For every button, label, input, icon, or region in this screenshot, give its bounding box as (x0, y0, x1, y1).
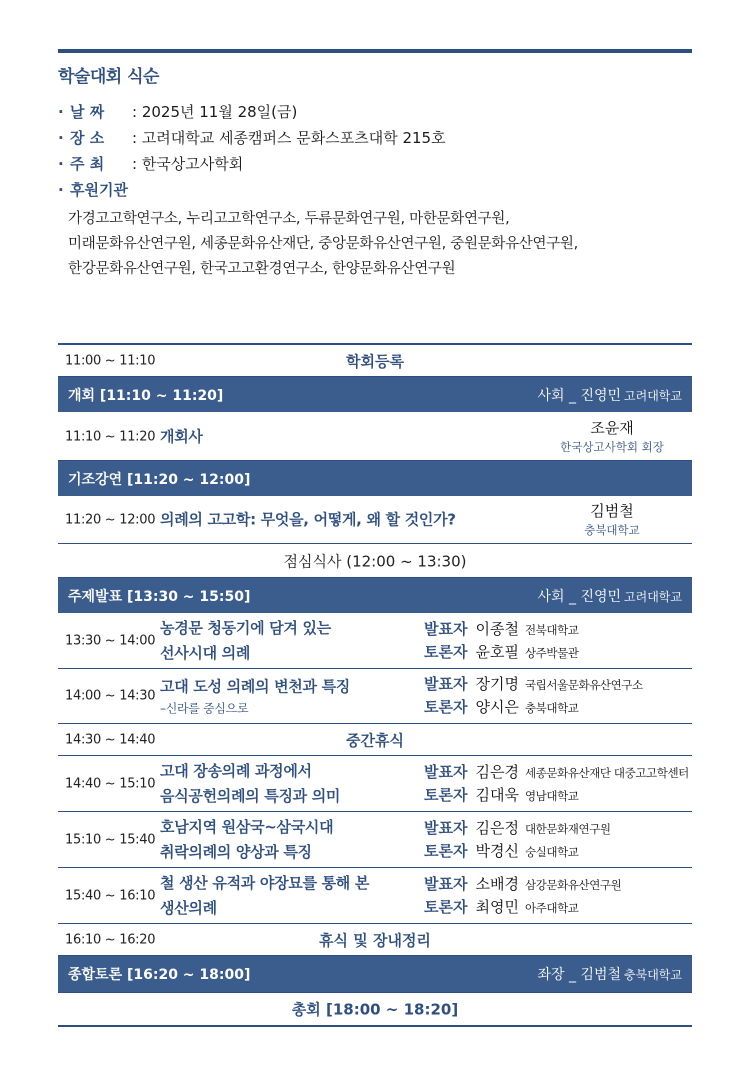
discussant-name: 최영민 (475, 897, 519, 916)
session-band (58, 578, 692, 614)
mc-label: 사회 _ 진영민 (537, 387, 622, 404)
presenter-role: 발표자 (424, 818, 468, 837)
presenter-name: 소배경 (475, 874, 519, 893)
presenter-role: 발표자 (424, 675, 468, 693)
talk-title-line: 철 생산 유적과 야장묘를 통해 본 (160, 873, 370, 892)
talk-row (58, 756, 692, 812)
general-meeting-label: 총회 [18:00 ~ 18:20] (291, 1000, 459, 1019)
presenter (424, 673, 643, 696)
participants (424, 673, 643, 719)
talk-title (160, 815, 333, 865)
presenter-org: 국립서울문화유산연구소 (524, 678, 643, 692)
chair-label: 좌장 _ 김범철 (537, 967, 622, 983)
time: 14:00 ~ 14:30 (65, 688, 156, 704)
time: 14:30 ~ 14:40 (65, 732, 156, 747)
registration-label: 학회등록 (346, 352, 404, 370)
presenter-org: 대한문화재연구원 (524, 821, 611, 836)
time: 15:10 ~ 15:40 (65, 832, 156, 847)
sponsor-line: 가경고고학연구소, 누리고고학연구소, 두류문화연구원, 마한문화연구원, (68, 211, 510, 227)
discussant (424, 896, 621, 919)
discussant-org: 숭실대학교 (524, 844, 579, 859)
discussant-org: 아주대학교 (524, 900, 579, 915)
sponsor-row (58, 179, 698, 205)
lunch-row (58, 544, 692, 578)
opening-title: 개회 [11:10 ~ 11:20] (68, 387, 224, 404)
date-label: 날 짜 (70, 103, 105, 121)
place-value: : 고려대학교 세종캠퍼스 문화스포츠대학 215호 (132, 129, 446, 147)
sponsor-label: 후원기관 (70, 181, 128, 199)
discussant-org: 충북대학교 (524, 701, 579, 715)
presenter-name: 장기명 (475, 675, 519, 693)
presenter (424, 873, 621, 896)
talk-title-line: 생산의례 (160, 898, 217, 917)
time: 16:10 ~ 16:20 (65, 932, 156, 947)
discussant (424, 641, 579, 664)
participants (424, 618, 579, 664)
discussion-band (58, 956, 692, 993)
discussant-role: 토론자 (424, 841, 468, 860)
mc-affiliation: 고려대학교 (624, 388, 682, 403)
discussant (424, 840, 611, 863)
opening-band (58, 377, 692, 413)
speaker (532, 418, 692, 456)
date-value: : 2025년 11월 28일(금) (132, 103, 298, 121)
discussant-role: 토론자 (424, 785, 468, 804)
mc-label: 사회 _ 진영민 (537, 588, 622, 605)
presenter-name: 김은경 (475, 762, 519, 781)
discussant-role: 토론자 (424, 698, 468, 716)
participants (424, 817, 611, 863)
place-row (58, 127, 698, 153)
speaker-name: 조윤재 (590, 418, 634, 437)
presenter-org: 세종문화유산재단 대중고고학센터 (524, 765, 689, 780)
speaker-org: 한국상고사학회 회장 (560, 439, 664, 454)
participants (424, 761, 689, 807)
discussant-role: 토론자 (424, 643, 468, 661)
time: 13:30 ~ 14:00 (65, 633, 156, 649)
event-info (58, 101, 698, 282)
talk-title (160, 871, 369, 921)
keynote-band-title: 기조강연 [11:20 ~ 12:00] (68, 471, 251, 488)
talk-title-line: 취락의례의 양상과 특징 (160, 842, 312, 861)
break-label: 휴식 및 장내정리 (319, 931, 431, 949)
discussant-name: 박경신 (475, 841, 519, 860)
general-meeting-row (58, 993, 692, 1027)
opening-speech-row (58, 413, 692, 461)
talk-title (160, 675, 350, 718)
talk-title-line: 선사시대 의례 (160, 644, 251, 662)
discussion-title: 종합토론 [16:20 ~ 18:00] (68, 967, 251, 983)
presenter-org: 전북대학교 (524, 623, 579, 637)
opening-speech-title: 개회사 (160, 427, 203, 445)
bullet: · (58, 129, 64, 147)
break-row (58, 924, 692, 956)
host-row (58, 153, 698, 179)
presenter-org: 삼강문화유산연구원 (524, 877, 622, 892)
talk-subtitle: –신라를 중심으로 (160, 701, 249, 716)
talk-row (58, 614, 692, 669)
place-label: 장 소 (70, 129, 105, 147)
session-title: 주제발표 [13:30 ~ 15:50] (68, 588, 251, 605)
page-title: 학술대회 식순 (58, 67, 159, 87)
talk-title-line: 호남지역 원삼국~삼국시대 (160, 817, 334, 836)
talk-title (160, 616, 331, 666)
time: 11:00 ~ 11:10 (65, 353, 156, 368)
presenter (424, 817, 611, 840)
break-label: 중간휴식 (346, 731, 404, 749)
speaker-org: 충북대학교 (584, 523, 640, 537)
speaker-name: 김범철 (590, 502, 634, 520)
sponsor-line: 미래문화유산연구원, 세종문화유산재단, 중앙문화유산연구원, 중원문화유산연구원, (68, 236, 578, 252)
presenter-role: 발표자 (424, 620, 468, 638)
presenter-role: 발표자 (424, 874, 468, 893)
presenter-name: 이종철 (475, 620, 519, 638)
mc-affiliation: 고려대학교 (624, 589, 682, 604)
discussant (424, 696, 643, 719)
keynote-row (58, 497, 692, 544)
talk-title-line: 음식공헌의례의 특징과 의미 (160, 786, 341, 805)
sponsor-list (58, 207, 698, 282)
talk-row (58, 812, 692, 868)
speaker (532, 501, 692, 539)
time: 15:40 ~ 16:10 (65, 888, 156, 903)
presenter-name: 김은정 (475, 818, 519, 837)
keynote-band (58, 461, 692, 497)
discussant-name: 윤호필 (475, 643, 519, 661)
presenter-role: 발표자 (424, 762, 468, 781)
discussant-role: 토론자 (424, 897, 468, 916)
registration-row (58, 343, 692, 377)
keynote-title: 의례의 고고학: 무엇을, 어떻게, 왜 할 것인가? (160, 510, 456, 529)
talk-title-line: 고대 장송의례 과정에서 (160, 761, 312, 780)
discussion-chair (538, 964, 683, 984)
talk-row (58, 669, 692, 724)
talk-title-line: 농경문 청동기에 담겨 있는 (160, 619, 331, 637)
break-row (58, 724, 692, 756)
presenter (424, 761, 689, 784)
host-value: : 한국상고사학회 (132, 155, 244, 173)
sponsor-line: 한강문화유산연구원, 한국고고환경연구소, 한양문화유산연구원 (68, 261, 456, 277)
opening-mc (538, 385, 683, 405)
bullet: · (58, 155, 64, 173)
discussant-org: 영남대학교 (524, 788, 579, 803)
chair-affiliation: 충북대학교 (624, 968, 682, 982)
talk-row (58, 868, 692, 924)
participants (424, 873, 621, 919)
time: 11:20 ~ 12:00 (65, 512, 156, 528)
time: 11:10 ~ 11:20 (65, 429, 156, 444)
talk-title-line: 고대 도성 의례의 변천과 특징 (160, 677, 350, 696)
discussant-org: 상주박물관 (524, 646, 579, 660)
date-row (58, 101, 698, 127)
session-mc (538, 586, 683, 606)
top-rule (58, 49, 692, 53)
host-label: 주 최 (70, 155, 105, 173)
discussant-name: 양시은 (475, 698, 519, 716)
discussant-name: 김대욱 (475, 785, 519, 804)
time: 14:40 ~ 15:10 (65, 776, 156, 791)
lunch-label: 점심식사 (12:00 ~ 13:30) (283, 552, 467, 570)
bullet: · (58, 181, 64, 199)
bullet: · (58, 103, 64, 121)
talk-title (160, 759, 340, 809)
schedule-table (58, 343, 692, 1027)
discussant (424, 784, 689, 807)
presenter (424, 618, 579, 641)
